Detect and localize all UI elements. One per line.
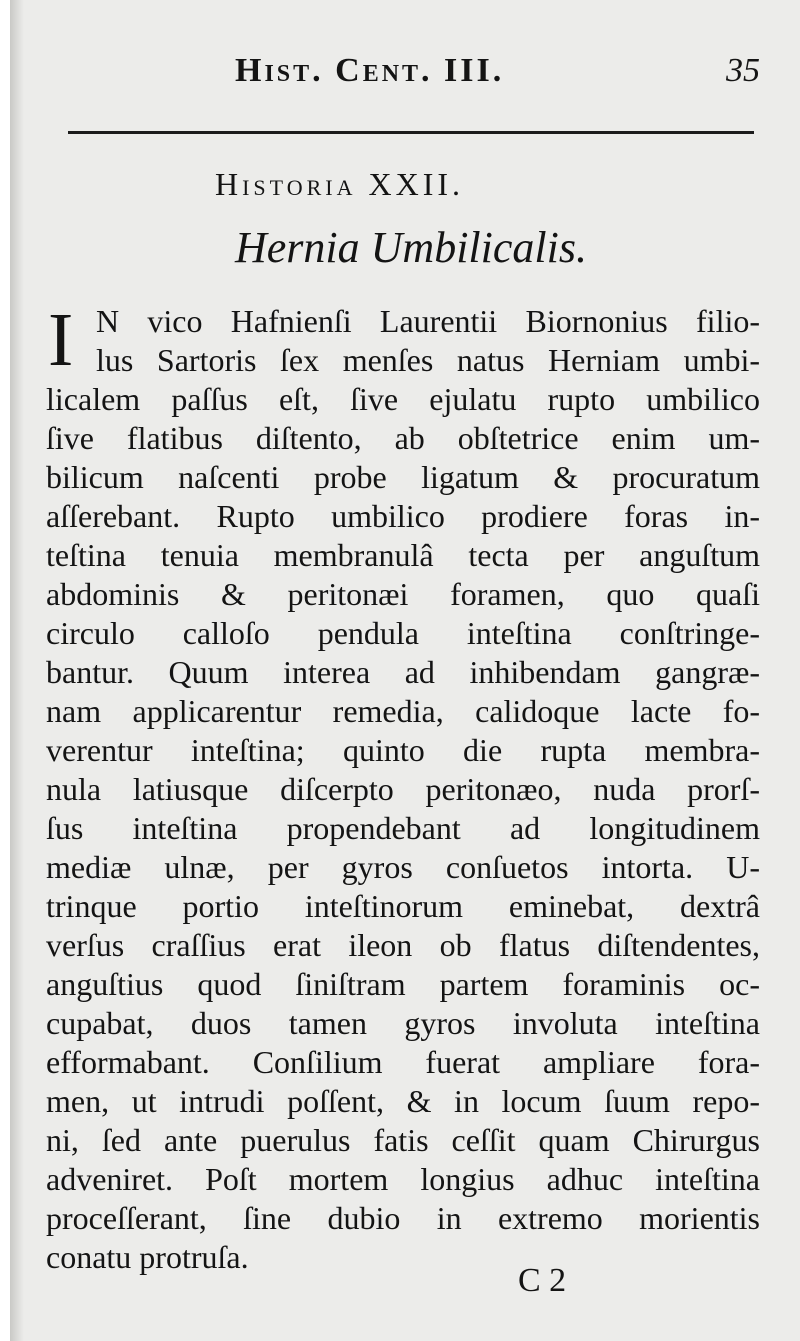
text-line: mediæ ulnæ, per gyros conſuetos intorta. U- (46, 849, 760, 885)
text-line: abdominis & peritonæi foramen, quo quaſi (46, 576, 760, 612)
text-line: nam applicarentur remedia, calidoque lacte fo- (46, 693, 760, 729)
text-line: ni, ſed ante puerulus fatis ceſſit quam Chirurgus (46, 1122, 760, 1158)
text-line: teſtina tenuia membranulâ tecta per anguſtum (46, 537, 760, 573)
text-line: proceſſerant, ſine dubio in extremo morientis (46, 1200, 760, 1236)
chapter-subtitle: Hernia Umbilicalis. (235, 223, 587, 272)
text-line: ſus inteſtina propendebant ad longitudinem (46, 810, 760, 846)
text-line: circulo calloſo pendula inteſtina conſtringe- (46, 615, 760, 651)
text-line: aſſerebant. Rupto umbilico prodiere foras in- (46, 498, 760, 534)
text-line: anguſtius quod ſiniſtram partem foraminis oc- (46, 966, 760, 1002)
text-line: ſive flatibus diſtento, ab obſtetrice enim um- (46, 420, 760, 456)
drop-cap: I (48, 298, 74, 382)
text-line: nula latiusque diſcerpto peritonæo, nuda prorſ- (46, 771, 760, 807)
text-line: trinque portio inteſtinorum eminebat, dextrâ (46, 888, 760, 924)
page-gutter-shadow (10, 0, 24, 1341)
text-line: verentur inteſtina; quinto die rupta membra- (46, 732, 760, 768)
chapter-heading: Historia XXII. (215, 166, 465, 202)
text-line: efformabant. Conſilium fuerat ampliare fora- (46, 1044, 760, 1080)
text-line: men, ut intrudi poſſent, & in locum ſuum repo- (46, 1083, 760, 1119)
book-page (10, 0, 800, 1341)
running-head-title: Hist. Cent. III. (235, 52, 505, 89)
text-line-last: conatu protruſa. (46, 1239, 249, 1275)
text-line: N vico Hafnienſi Laurentii Biornonius filio- (96, 303, 760, 339)
page-number: 35 (726, 52, 760, 89)
text-line: bilicum naſcenti probe ligatum & procuratum (46, 459, 760, 495)
text-line: verſus craſſius erat ileon ob flatus diſtendentes, (46, 927, 760, 963)
text-line: cupabat, duos tamen gyros involuta inteſtina (46, 1005, 760, 1041)
text-line: bantur. Quum interea ad inhibendam gangræ- (46, 654, 760, 690)
text-line: lus Sartoris ſex menſes natus Herniam umbi- (96, 342, 760, 378)
signature-mark: C 2 (518, 1262, 567, 1299)
body-text (46, 298, 760, 1277)
text-line: licalem paſſus eſt, ſive ejulatu rupto umbilico (46, 381, 760, 417)
header-rule (68, 131, 754, 134)
text-line: adveniret. Poſt mortem longius adhuc inteſtina (46, 1161, 760, 1197)
